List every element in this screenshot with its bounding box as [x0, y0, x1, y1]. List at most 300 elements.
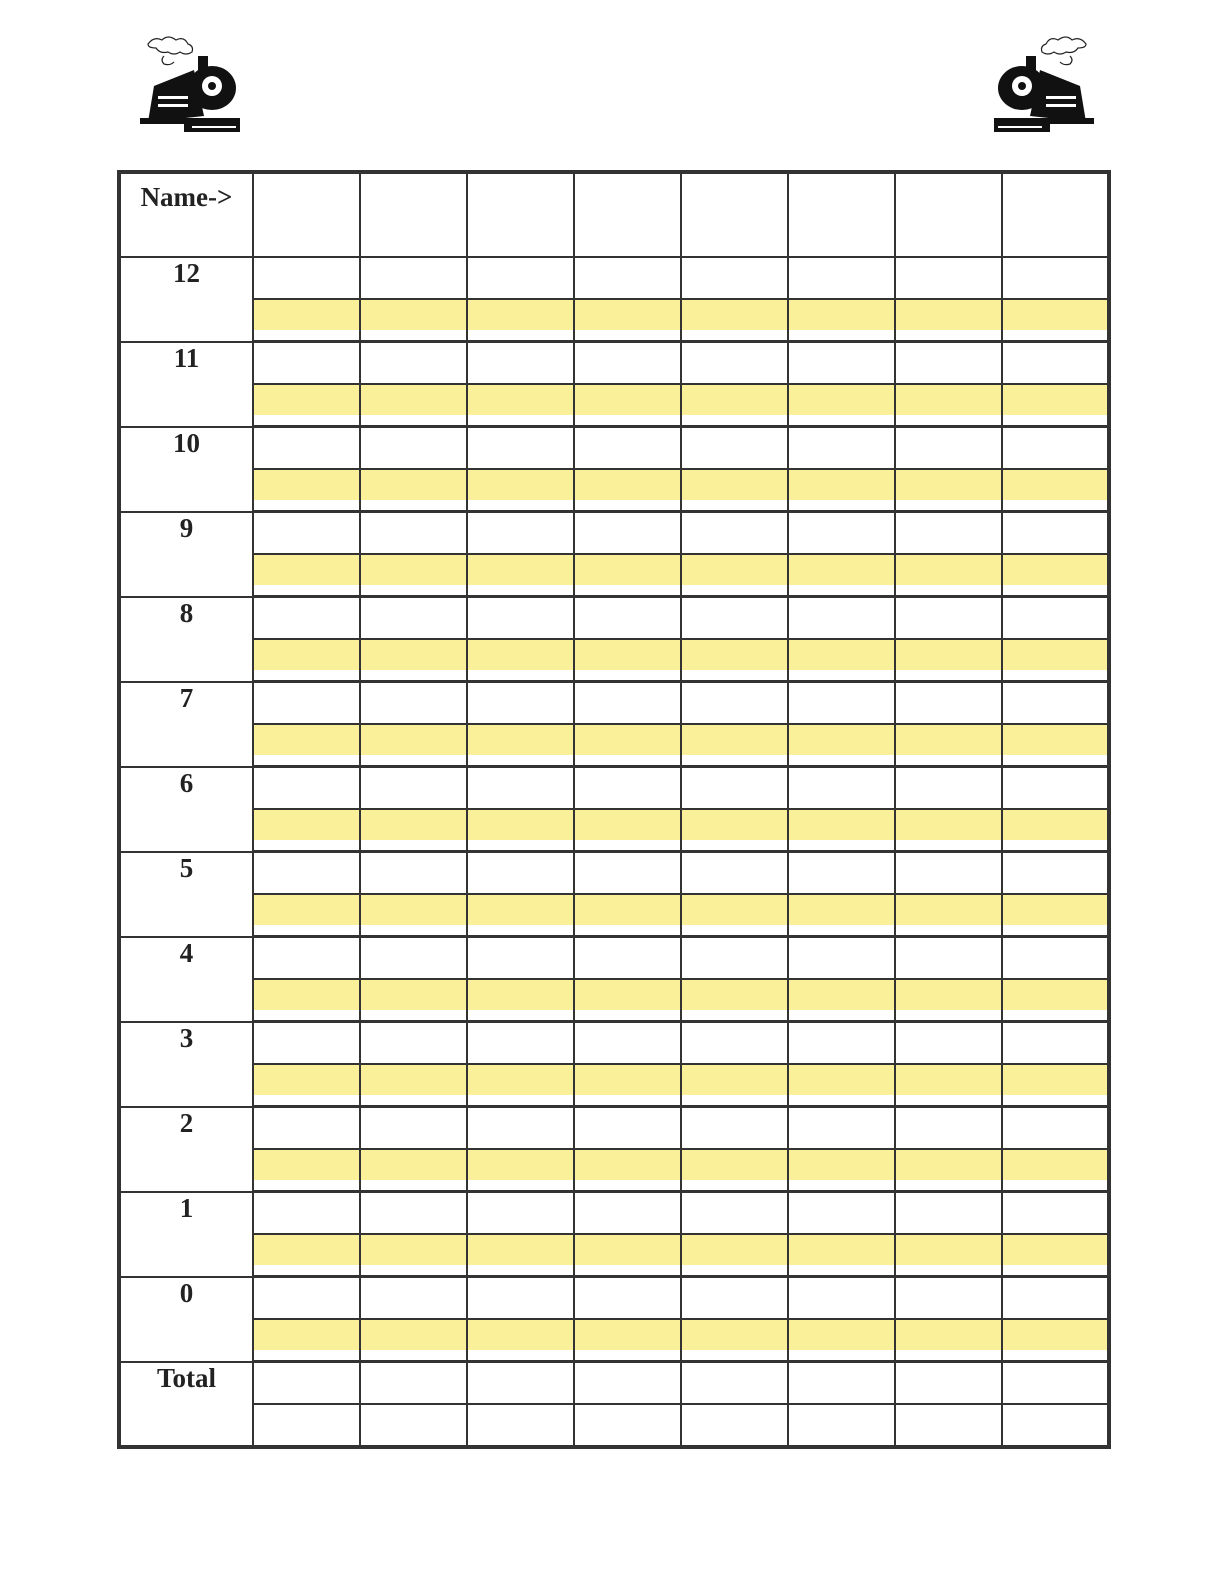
highlighted-score-cell[interactable] — [360, 894, 467, 937]
score-cell[interactable] — [681, 1022, 788, 1065]
score-cell[interactable] — [895, 852, 1002, 895]
highlighted-score-cell[interactable] — [574, 724, 681, 767]
highlight-fill — [789, 640, 894, 670]
score-row — [119, 1107, 1109, 1150]
score-cell[interactable] — [467, 767, 574, 810]
score-cell[interactable] — [574, 257, 681, 299]
highlighted-score-cell[interactable] — [467, 894, 574, 937]
row-label: 11 — [119, 342, 253, 427]
score-cell[interactable] — [467, 512, 574, 555]
highlighted-score-cell[interactable] — [895, 554, 1002, 597]
highlighted-score-cell[interactable] — [788, 1149, 895, 1192]
highlighted-score-cell[interactable] — [360, 384, 467, 427]
score-cell[interactable] — [1002, 1192, 1109, 1235]
highlighted-score-cell[interactable] — [360, 299, 467, 342]
score-cell[interactable] — [360, 1192, 467, 1235]
score-cell[interactable] — [681, 937, 788, 980]
highlighted-score-cell[interactable] — [574, 1234, 681, 1277]
row-label: 1 — [119, 1192, 253, 1277]
player-name-cell[interactable] — [360, 172, 467, 257]
score-cell[interactable] — [681, 1277, 788, 1320]
highlighted-score-cell[interactable] — [467, 384, 574, 427]
score-cell[interactable] — [681, 427, 788, 470]
highlight-fill — [789, 980, 894, 1010]
highlight-fill — [361, 640, 466, 670]
score-cell[interactable] — [681, 767, 788, 810]
highlight-fill — [682, 980, 787, 1010]
score-cell[interactable] — [253, 1404, 360, 1447]
highlighted-score-cell[interactable] — [253, 894, 360, 937]
highlighted-score-cell[interactable] — [895, 384, 1002, 427]
highlighted-score-cell[interactable] — [895, 724, 1002, 767]
score-cell[interactable] — [788, 1362, 895, 1405]
highlighted-score-cell[interactable] — [360, 1149, 467, 1192]
highlight-fill — [575, 1235, 680, 1265]
score-cell[interactable] — [788, 597, 895, 640]
score-cell[interactable] — [360, 342, 467, 385]
score-cell[interactable] — [360, 597, 467, 640]
score-cell[interactable] — [681, 1404, 788, 1447]
player-name-cell[interactable] — [681, 172, 788, 257]
score-cell[interactable] — [1002, 257, 1109, 299]
score-cell[interactable] — [253, 1362, 360, 1405]
highlighted-score-cell[interactable] — [253, 724, 360, 767]
row-label: 10 — [119, 427, 253, 512]
score-cell[interactable] — [788, 1022, 895, 1065]
highlighted-score-cell[interactable] — [1002, 1319, 1109, 1362]
highlighted-score-cell[interactable] — [895, 979, 1002, 1022]
row-label: Total — [119, 1362, 253, 1448]
highlighted-score-cell[interactable] — [574, 639, 681, 682]
highlight-fill — [896, 470, 1001, 500]
highlighted-score-cell[interactable] — [360, 639, 467, 682]
player-name-cell[interactable] — [467, 172, 574, 257]
highlighted-score-cell[interactable] — [574, 809, 681, 852]
highlight-fill — [1003, 1150, 1107, 1180]
highlighted-score-cell[interactable] — [1002, 1064, 1109, 1107]
highlighted-score-cell[interactable] — [574, 1319, 681, 1362]
score-cell[interactable] — [895, 682, 1002, 725]
score-cell[interactable] — [681, 342, 788, 385]
score-cell[interactable] — [253, 767, 360, 810]
highlighted-score-cell[interactable] — [253, 554, 360, 597]
row-label: 5 — [119, 852, 253, 937]
score-cell[interactable] — [574, 342, 681, 385]
score-cell[interactable] — [253, 1107, 360, 1150]
highlight-fill — [1003, 385, 1107, 415]
highlight-fill — [682, 385, 787, 415]
highlighted-score-cell[interactable] — [253, 1319, 360, 1362]
score-cell[interactable] — [253, 852, 360, 895]
score-cell[interactable] — [681, 597, 788, 640]
score-cell[interactable] — [253, 342, 360, 385]
score-cell[interactable] — [467, 937, 574, 980]
score-cell[interactable] — [788, 257, 895, 299]
score-cell[interactable] — [895, 342, 1002, 385]
highlight-fill — [575, 555, 680, 585]
score-cell[interactable] — [1002, 682, 1109, 725]
score-cell[interactable] — [574, 937, 681, 980]
score-cell[interactable] — [574, 597, 681, 640]
highlighted-score-cell[interactable] — [681, 1234, 788, 1277]
highlighted-score-cell[interactable] — [360, 1064, 467, 1107]
highlighted-score-cell[interactable] — [467, 1149, 574, 1192]
score-cell[interactable] — [895, 1192, 1002, 1235]
score-cell[interactable] — [253, 1022, 360, 1065]
score-cell[interactable] — [467, 1022, 574, 1065]
highlight-fill — [682, 1235, 787, 1265]
score-cell[interactable] — [360, 1107, 467, 1150]
score-cell[interactable] — [1002, 427, 1109, 470]
highlighted-score-cell[interactable] — [467, 809, 574, 852]
score-cell[interactable] — [1002, 342, 1109, 385]
score-cell[interactable] — [1002, 1022, 1109, 1065]
score-cell[interactable] — [895, 1362, 1002, 1405]
highlighted-score-cell[interactable] — [788, 1234, 895, 1277]
score-row — [119, 257, 1109, 299]
highlighted-score-cell[interactable] — [681, 979, 788, 1022]
highlighted-score-cell[interactable] — [1002, 384, 1109, 427]
score-cell[interactable] — [788, 682, 895, 725]
player-name-cell[interactable] — [788, 172, 895, 257]
highlighted-score-cell[interactable] — [895, 1234, 1002, 1277]
highlighted-score-cell[interactable] — [467, 724, 574, 767]
score-cell[interactable] — [574, 852, 681, 895]
highlighted-score-cell[interactable] — [788, 979, 895, 1022]
highlight-fill — [896, 895, 1001, 925]
score-cell[interactable] — [253, 1192, 360, 1235]
highlight-fill — [575, 1320, 680, 1350]
score-cell[interactable] — [895, 937, 1002, 980]
score-cell[interactable] — [574, 1192, 681, 1235]
highlighted-score-cell[interactable] — [681, 1149, 788, 1192]
highlighted-score-cell[interactable] — [895, 894, 1002, 937]
highlighted-score-cell[interactable] — [681, 554, 788, 597]
highlighted-score-cell[interactable] — [1002, 894, 1109, 937]
highlight-fill — [575, 385, 680, 415]
highlighted-score-cell[interactable] — [467, 1064, 574, 1107]
score-cell[interactable] — [681, 257, 788, 299]
highlight-fill — [682, 555, 787, 585]
score-cell[interactable] — [253, 597, 360, 640]
score-cell[interactable] — [788, 342, 895, 385]
player-name-cell[interactable] — [895, 172, 1002, 257]
score-cell[interactable] — [574, 1362, 681, 1405]
highlight-fill — [254, 640, 359, 670]
score-cell[interactable] — [788, 1404, 895, 1447]
highlighted-score-cell[interactable] — [253, 1149, 360, 1192]
highlighted-score-cell[interactable] — [574, 469, 681, 512]
score-cell[interactable] — [895, 1107, 1002, 1150]
score-cell[interactable] — [1002, 937, 1109, 980]
highlight-fill — [1003, 1320, 1107, 1350]
score-cell[interactable] — [360, 512, 467, 555]
player-name-cell[interactable] — [1002, 172, 1109, 257]
highlight-fill — [789, 555, 894, 585]
player-name-cell[interactable] — [253, 172, 360, 257]
highlight-fill — [254, 555, 359, 585]
score-cell[interactable] — [681, 1192, 788, 1235]
highlight-fill — [361, 1235, 466, 1265]
score-cell[interactable] — [895, 767, 1002, 810]
highlighted-score-cell[interactable] — [895, 639, 1002, 682]
score-cell[interactable] — [574, 1277, 681, 1320]
highlighted-score-cell[interactable] — [574, 384, 681, 427]
highlighted-score-cell[interactable] — [681, 299, 788, 342]
highlight-row — [119, 384, 1109, 427]
highlight-fill — [682, 300, 787, 330]
score-cell[interactable] — [467, 597, 574, 640]
highlight-fill — [789, 1150, 894, 1180]
highlight-fill — [575, 640, 680, 670]
score-cell[interactable] — [360, 1362, 467, 1405]
player-name-cell[interactable] — [574, 172, 681, 257]
score-cell[interactable] — [788, 1192, 895, 1235]
highlighted-score-cell[interactable] — [360, 554, 467, 597]
highlighted-score-cell[interactable] — [574, 979, 681, 1022]
highlight-row — [119, 469, 1109, 512]
score-cell[interactable] — [253, 937, 360, 980]
highlight-fill — [789, 725, 894, 755]
highlighted-score-cell[interactable] — [574, 299, 681, 342]
score-cell[interactable] — [360, 1277, 467, 1320]
score-cell[interactable] — [253, 1277, 360, 1320]
highlighted-score-cell[interactable] — [253, 979, 360, 1022]
highlight-fill — [789, 895, 894, 925]
highlighted-score-cell[interactable] — [253, 469, 360, 512]
score-row — [119, 1404, 1109, 1447]
score-cell[interactable] — [574, 1107, 681, 1150]
highlighted-score-cell[interactable] — [895, 1319, 1002, 1362]
highlighted-score-cell[interactable] — [681, 809, 788, 852]
score-cell[interactable] — [681, 682, 788, 725]
score-cell[interactable] — [574, 767, 681, 810]
score-cell[interactable] — [467, 342, 574, 385]
highlight-fill — [468, 640, 573, 670]
highlighted-score-cell[interactable] — [788, 384, 895, 427]
score-cell[interactable] — [360, 852, 467, 895]
highlight-fill — [682, 640, 787, 670]
highlighted-score-cell[interactable] — [1002, 809, 1109, 852]
highlighted-score-cell[interactable] — [1002, 639, 1109, 682]
highlighted-score-cell[interactable] — [788, 554, 895, 597]
score-cell[interactable] — [1002, 597, 1109, 640]
highlighted-score-cell[interactable] — [360, 979, 467, 1022]
score-cell[interactable] — [681, 1362, 788, 1405]
highlighted-score-cell[interactable] — [253, 1234, 360, 1277]
score-cell[interactable] — [895, 1404, 1002, 1447]
highlighted-score-cell[interactable] — [788, 299, 895, 342]
score-sheet-table — [117, 170, 1111, 1449]
score-cell[interactable] — [253, 257, 360, 299]
highlighted-score-cell[interactable] — [895, 299, 1002, 342]
row-label: 4 — [119, 937, 253, 1022]
score-cell[interactable] — [253, 512, 360, 555]
score-cell[interactable] — [360, 257, 467, 299]
highlighted-score-cell[interactable] — [788, 469, 895, 512]
highlight-fill — [361, 300, 466, 330]
score-cell[interactable] — [360, 1022, 467, 1065]
score-cell[interactable] — [467, 1192, 574, 1235]
score-cell[interactable] — [574, 1404, 681, 1447]
highlighted-score-cell[interactable] — [788, 724, 895, 767]
score-cell[interactable] — [360, 682, 467, 725]
score-cell[interactable] — [360, 427, 467, 470]
highlight-fill — [575, 980, 680, 1010]
highlight-row — [119, 1234, 1109, 1277]
highlighted-score-cell[interactable] — [574, 1149, 681, 1192]
highlighted-score-cell[interactable] — [467, 299, 574, 342]
highlighted-score-cell[interactable] — [1002, 554, 1109, 597]
score-cell[interactable] — [788, 1277, 895, 1320]
highlighted-score-cell[interactable] — [681, 639, 788, 682]
score-cell[interactable] — [788, 937, 895, 980]
highlighted-score-cell[interactable] — [681, 724, 788, 767]
highlight-fill — [468, 300, 573, 330]
score-cell[interactable] — [467, 852, 574, 895]
highlight-fill — [468, 725, 573, 755]
highlighted-score-cell[interactable] — [788, 894, 895, 937]
highlighted-score-cell[interactable] — [788, 1319, 895, 1362]
highlight-fill — [1003, 640, 1107, 670]
score-cell[interactable] — [467, 1107, 574, 1150]
highlight-row — [119, 979, 1109, 1022]
highlighted-score-cell[interactable] — [1002, 1149, 1109, 1192]
row-label: 2 — [119, 1107, 253, 1192]
highlighted-score-cell[interactable] — [574, 554, 681, 597]
highlighted-score-cell[interactable] — [467, 1234, 574, 1277]
highlight-fill — [254, 1320, 359, 1350]
highlight-row — [119, 809, 1109, 852]
score-cell[interactable] — [1002, 512, 1109, 555]
highlighted-score-cell[interactable] — [681, 469, 788, 512]
highlighted-score-cell[interactable] — [360, 469, 467, 512]
score-cell[interactable] — [574, 1022, 681, 1065]
highlight-fill — [575, 725, 680, 755]
highlight-row — [119, 299, 1109, 342]
score-cell[interactable] — [360, 767, 467, 810]
score-cell[interactable] — [681, 1107, 788, 1150]
highlighted-score-cell[interactable] — [895, 1064, 1002, 1107]
highlight-fill — [468, 1235, 573, 1265]
highlighted-score-cell[interactable] — [788, 639, 895, 682]
highlighted-score-cell[interactable] — [681, 1064, 788, 1107]
score-cell[interactable] — [574, 427, 681, 470]
highlighted-score-cell[interactable] — [681, 384, 788, 427]
steam-locomotive-icon — [134, 26, 244, 136]
highlighted-score-cell[interactable] — [467, 554, 574, 597]
highlighted-score-cell[interactable] — [467, 979, 574, 1022]
highlight-fill — [896, 300, 1001, 330]
score-cell[interactable] — [467, 257, 574, 299]
highlighted-score-cell[interactable] — [1002, 724, 1109, 767]
highlighted-score-cell[interactable] — [360, 724, 467, 767]
highlighted-score-cell[interactable] — [467, 469, 574, 512]
score-cell[interactable] — [1002, 852, 1109, 895]
highlighted-score-cell[interactable] — [788, 809, 895, 852]
highlighted-score-cell[interactable] — [253, 1064, 360, 1107]
highlight-fill — [254, 300, 359, 330]
score-cell[interactable] — [467, 1362, 574, 1405]
highlighted-score-cell[interactable] — [253, 809, 360, 852]
highlighted-score-cell[interactable] — [895, 1149, 1002, 1192]
highlight-fill — [896, 385, 1001, 415]
highlighted-score-cell[interactable] — [360, 809, 467, 852]
highlighted-score-cell[interactable] — [360, 1234, 467, 1277]
highlighted-score-cell[interactable] — [788, 1064, 895, 1107]
score-cell[interactable] — [788, 427, 895, 470]
highlighted-score-cell[interactable] — [360, 1319, 467, 1362]
highlighted-score-cell[interactable] — [574, 894, 681, 937]
highlighted-score-cell[interactable] — [253, 639, 360, 682]
highlight-fill — [682, 470, 787, 500]
score-cell[interactable] — [467, 1277, 574, 1320]
highlight-fill — [468, 895, 573, 925]
highlighted-score-cell[interactable] — [895, 469, 1002, 512]
highlighted-score-cell[interactable] — [467, 1319, 574, 1362]
highlighted-score-cell[interactable] — [681, 1319, 788, 1362]
score-cell[interactable] — [788, 1107, 895, 1150]
highlighted-score-cell[interactable] — [253, 299, 360, 342]
score-row — [119, 427, 1109, 470]
highlighted-score-cell[interactable] — [1002, 469, 1109, 512]
highlighted-score-cell[interactable] — [253, 384, 360, 427]
score-cell[interactable] — [788, 512, 895, 555]
score-cell[interactable] — [574, 512, 681, 555]
highlighted-score-cell[interactable] — [574, 1064, 681, 1107]
score-cell[interactable] — [895, 597, 1002, 640]
highlight-fill — [468, 555, 573, 585]
score-cell[interactable] — [574, 682, 681, 725]
highlight-fill — [896, 1235, 1001, 1265]
highlight-row — [119, 639, 1109, 682]
score-cell[interactable] — [467, 1404, 574, 1447]
score-cell[interactable] — [895, 257, 1002, 299]
highlight-fill — [254, 1150, 359, 1180]
highlighted-score-cell[interactable] — [895, 809, 1002, 852]
score-cell[interactable] — [681, 852, 788, 895]
score-cell[interactable] — [1002, 1362, 1109, 1405]
score-cell[interactable] — [1002, 767, 1109, 810]
score-cell[interactable] — [895, 512, 1002, 555]
score-cell[interactable] — [895, 1277, 1002, 1320]
score-cell[interactable] — [1002, 1107, 1109, 1150]
score-cell[interactable] — [253, 427, 360, 470]
highlighted-score-cell[interactable] — [467, 639, 574, 682]
score-cell[interactable] — [681, 512, 788, 555]
highlighted-score-cell[interactable] — [1002, 979, 1109, 1022]
score-cell[interactable] — [1002, 1404, 1109, 1447]
highlighted-score-cell[interactable] — [1002, 299, 1109, 342]
highlight-fill — [575, 300, 680, 330]
highlight-fill — [896, 1150, 1001, 1180]
score-cell[interactable] — [895, 1022, 1002, 1065]
score-row — [119, 1192, 1109, 1235]
score-cell[interactable] — [253, 682, 360, 725]
highlighted-score-cell[interactable] — [681, 894, 788, 937]
score-cell[interactable] — [360, 1404, 467, 1447]
highlighted-score-cell[interactable] — [1002, 1234, 1109, 1277]
score-cell[interactable] — [1002, 1277, 1109, 1320]
score-cell[interactable] — [895, 427, 1002, 470]
score-cell[interactable] — [467, 682, 574, 725]
score-cell[interactable] — [467, 427, 574, 470]
score-row — [119, 937, 1109, 980]
score-cell[interactable] — [360, 937, 467, 980]
row-label: 8 — [119, 597, 253, 682]
score-cell[interactable] — [788, 852, 895, 895]
score-cell[interactable] — [788, 767, 895, 810]
